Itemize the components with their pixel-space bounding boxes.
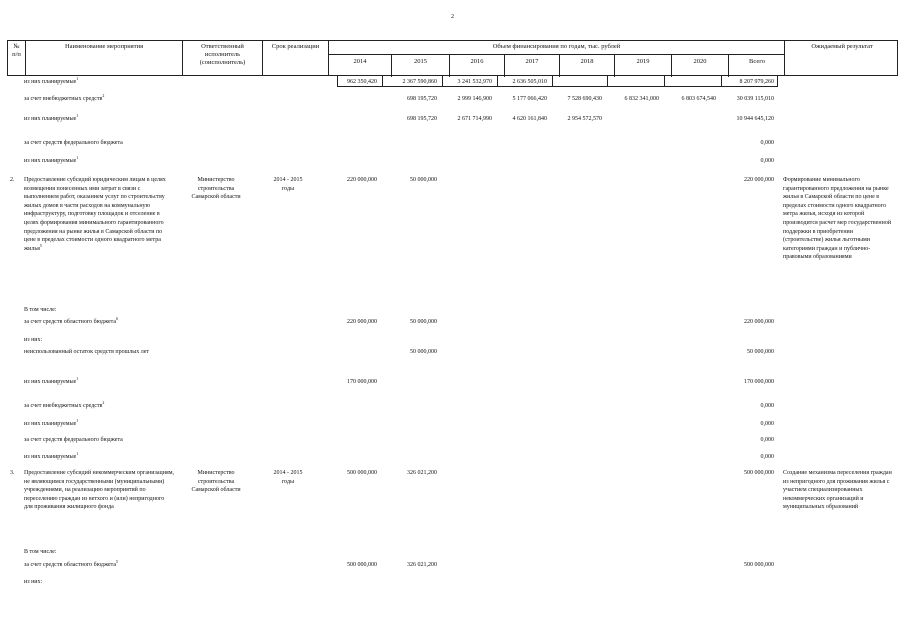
- row-name: В том числе:: [24, 307, 57, 313]
- row-name: за счет средств федерального бюджета: [24, 140, 123, 146]
- value-cell: 7 528 690,430: [567, 96, 602, 102]
- value-cell: 220 000,000: [744, 319, 774, 325]
- row-executor: Министерство строительства Самарской области: [191, 177, 241, 201]
- row-number: 2.: [10, 177, 15, 183]
- value-cell: 2 636 505,010: [512, 79, 547, 85]
- footnote-marker: 1: [76, 418, 79, 423]
- value-cell: 326 021,200: [407, 470, 437, 476]
- row-name: за счет внебюджетных средств$^2$: [24, 93, 105, 102]
- row-name: В том числе:: [24, 549, 57, 555]
- header-year-2015: 2015: [391, 54, 449, 77]
- column-separator: [664, 76, 665, 86]
- value-cell: 220 000,000: [347, 319, 377, 325]
- value-cell: 0,000: [760, 140, 774, 146]
- column-separator: [382, 76, 383, 86]
- value-cell: 2 671 714,990: [457, 116, 492, 122]
- row-name: Предоставление субсидий юридическим лицам в целях возмещения понесенных ими затрат в связи с выполнением работ, оказанием услуг по строительству жилых домов в части расходов на коммунальную инфраструктуру, подготовку площадок и отселение в целях формирования минимального гарантированного предложения на рынке жилья в Самарской области по цене в пределах стоимости одного квадратного метра жилья$^5$: [24, 177, 166, 252]
- header-name: Наименование мероприятия: [25, 41, 182, 75]
- value-cell: 220 000,000: [347, 177, 377, 183]
- footnote-marker: 1: [76, 113, 79, 118]
- value-cell: 2 954 572,570: [567, 116, 602, 122]
- row-name: из них планируемые$^1$: [24, 155, 79, 164]
- footnote-marker: 1: [76, 155, 79, 160]
- row-result: Создание механизма переселения граждан из непригодного для проживания жилья с участием специализированных некоммерческих организаций и муниципальных образований: [783, 470, 892, 511]
- footnote-marker: 2: [102, 93, 105, 98]
- row-name: из них планируемые$^1$: [24, 451, 79, 460]
- value-cell: 10 944 645,120: [736, 116, 774, 122]
- table-header: [7, 40, 898, 76]
- value-cell: 500 000,000: [744, 562, 774, 568]
- footnote-marker: 1: [76, 451, 79, 456]
- value-cell: 6 803 674,540: [681, 96, 716, 102]
- column-separator: [497, 76, 498, 86]
- row-name: из них планируемые$^1$: [24, 113, 79, 122]
- row-name: из них планируемые$^1$: [24, 76, 79, 85]
- header-funding-title: Объем финансирования по годам, тыс. рублей: [492, 43, 621, 50]
- value-cell: 0,000: [760, 437, 774, 443]
- header-period: Срок реализации: [262, 41, 328, 75]
- row-number: 3.: [10, 470, 15, 476]
- value-cell: 170 000,000: [347, 379, 377, 385]
- header-executor: Ответственный исполнитель (соисполнитель): [182, 41, 262, 75]
- row-name: из них планируемые$^1$: [24, 376, 79, 385]
- row-name: за счет средств федерального бюджета: [24, 437, 123, 443]
- column-separator: [442, 76, 443, 86]
- value-cell: 2 999 146,900: [457, 96, 492, 102]
- value-cell: 220 000,000: [744, 177, 774, 183]
- header-year-2020: 2020: [671, 54, 728, 77]
- header-result: Ожидаемый результат: [784, 41, 899, 75]
- column-separator: [777, 76, 778, 86]
- header-year-2016: 2016: [449, 54, 504, 77]
- value-cell: 0,000: [760, 421, 774, 427]
- row-name: неиспользованный остаток средств прошлых лет: [24, 349, 150, 355]
- value-cell: 326 021,200: [407, 562, 437, 568]
- value-cell: 50 000,000: [410, 319, 437, 325]
- row-name: за счет средств областного бюджета$^5$: [24, 559, 119, 568]
- value-cell: 50 000,000: [410, 349, 437, 355]
- header-year-2018: 2018: [559, 54, 614, 77]
- header-year-total: Всего: [728, 54, 785, 77]
- value-cell: 4 620 161,840: [512, 116, 547, 122]
- column-separator: [552, 76, 553, 86]
- value-cell: 50 000,000: [747, 349, 774, 355]
- header-no: № п/п: [12, 43, 21, 58]
- value-cell: 698 195,720: [407, 96, 437, 102]
- value-cell: 0,000: [760, 454, 774, 460]
- value-cell: 0,000: [760, 403, 774, 409]
- header-year-2019: 2019: [614, 54, 671, 77]
- page-number: 2: [451, 14, 454, 20]
- value-cell: 500 000,000: [347, 562, 377, 568]
- row-divider: [337, 86, 778, 87]
- footnote-marker: 1: [76, 376, 79, 381]
- row-name: из них планируемые$^1$: [24, 418, 79, 427]
- row-period: 2014 - 2015 годы: [273, 470, 303, 485]
- value-cell: 0,000: [760, 158, 774, 164]
- column-separator: [721, 76, 722, 86]
- row-name: за счет внебюджетных средств$^2$: [24, 400, 105, 409]
- value-cell: 698 195,720: [407, 116, 437, 122]
- value-cell: 5 177 066,420: [512, 96, 547, 102]
- row-result: Формирование минимального гарантированного предложения на рынке жилья в Самарской области по цене в пределах стоимости одного квадратного метра жилья, исходя из которой производится расчет мер государственной поддержки в приобретении (строительстве) жилья льготными категориями граждан и публично-правовыми образованиями: [783, 177, 892, 261]
- value-cell: 8 207 979,260: [739, 79, 774, 85]
- column-separator: [337, 76, 338, 86]
- footnote-marker: 5: [39, 242, 42, 248]
- header-year-2014: 2014: [329, 54, 391, 77]
- column-separator: [607, 76, 608, 86]
- footnote-marker: 2: [102, 400, 105, 405]
- value-cell: 2 367 590,860: [402, 79, 437, 85]
- value-cell: 500 000,000: [347, 470, 377, 476]
- footnote-marker: 6: [116, 316, 119, 321]
- header-year-2017: 2017: [504, 54, 559, 77]
- header-funding: [328, 41, 784, 75]
- row-executor: Министерство строительства Самарской области: [191, 470, 241, 494]
- value-cell: 962 350,420: [347, 79, 377, 85]
- row-name: из них:: [24, 337, 43, 343]
- row-name: за счет средств областного бюджета$^6$: [24, 316, 119, 325]
- value-cell: 30 039 115,010: [736, 96, 774, 102]
- value-cell: 500 000,000: [744, 470, 774, 476]
- row-name: из них:: [24, 579, 43, 585]
- row-period: 2014 - 2015 годы: [273, 177, 303, 192]
- value-cell: 50 000,000: [410, 177, 437, 183]
- value-cell: 6 832 341,000: [624, 96, 659, 102]
- row-name: Предоставление субсидий некоммерческим организациям, не являющимся государственными (муниципальными) учреждениями, на реализацию мероприятий по переселению граждан из ветхого и (или) непригодного для проживания жилищного фонда: [24, 470, 174, 511]
- footnote-marker: 1: [76, 76, 79, 81]
- value-cell: 170 000,000: [744, 379, 774, 385]
- footnote-marker: 5: [116, 559, 119, 564]
- value-cell: 3 241 532,970: [457, 79, 492, 85]
